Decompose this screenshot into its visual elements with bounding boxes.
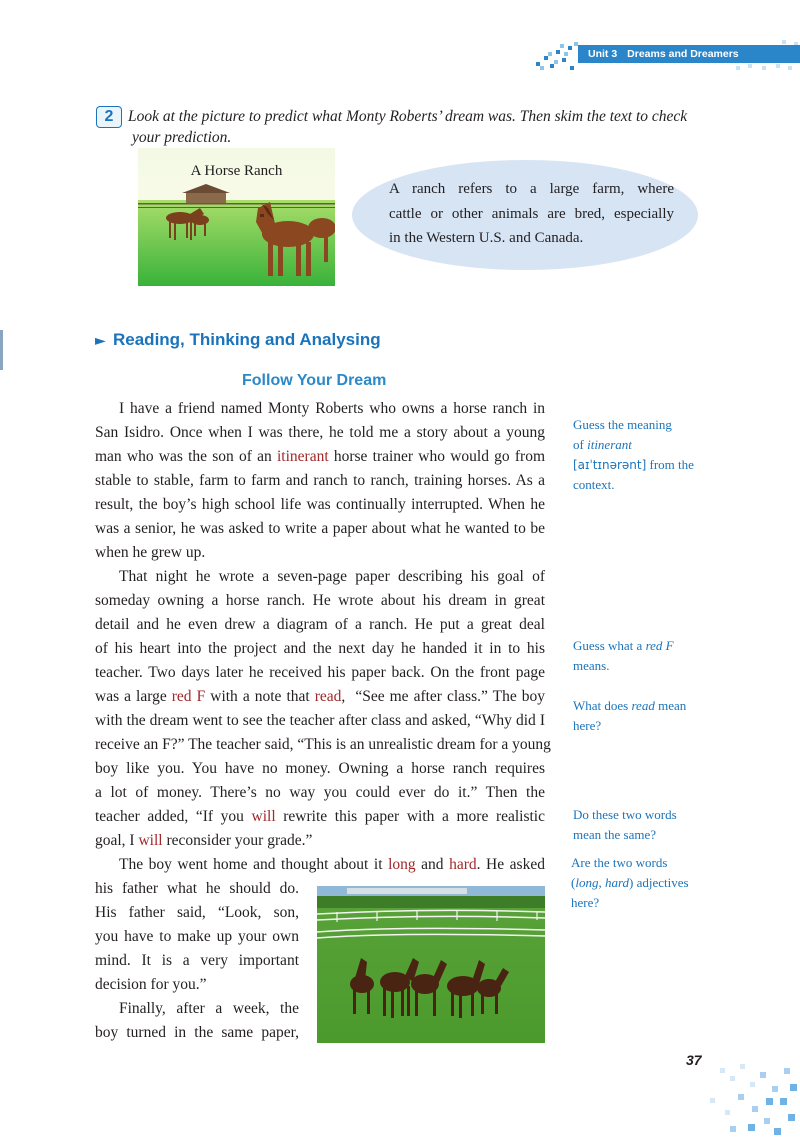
text-run: from the (646, 457, 694, 472)
section-arrow-icon: ► (95, 333, 106, 349)
text-run: teacher added, “If you (95, 808, 252, 825)
body-line: receive an F?” The teacher said, “This is an unrealistic dream for a young (95, 736, 551, 753)
highlight-itinerant: itinerant (276, 448, 329, 465)
phonetic: [aɪˈtɪnərənt] (573, 458, 647, 472)
side-note-will (573, 805, 723, 845)
body-line (95, 687, 545, 707)
body-line: detail and he even drew a diagram of a ranch. He put a great deal (95, 616, 545, 633)
text-run: . He asked (476, 856, 545, 873)
note-term: hard (604, 875, 630, 890)
body-line (95, 807, 545, 827)
note-term: long (575, 875, 599, 890)
body-line: boy turned in the same paper, (95, 1024, 299, 1041)
illustration-label: A Horse Ranch (190, 163, 283, 179)
body-line: with the dream went to see the teacher after class and asked, “Why did I (95, 712, 545, 729)
note-line: here? (571, 895, 600, 910)
text-run: mean (654, 698, 687, 713)
note-line (573, 696, 723, 716)
text-run: rewrite this paper with a more realistic (275, 808, 545, 825)
text-run: , (598, 875, 605, 890)
side-note-itinerant (573, 415, 723, 495)
text-run: goal, I (95, 832, 139, 849)
body-line (95, 831, 545, 851)
note-line (573, 435, 723, 455)
body-line: someday owning a horse ranch. He wrote about his dream in great (95, 592, 545, 609)
highlight-hard: hard (449, 856, 477, 873)
text-run: ( (571, 875, 576, 890)
body-line: you have to make up your own (95, 928, 299, 945)
unit-header-label (578, 45, 800, 63)
text-run: of (573, 437, 588, 452)
body-line: His father said, “Look, son, (95, 904, 299, 921)
body-line: decision for you.” (95, 976, 207, 993)
note-term: read (631, 698, 655, 713)
body-line: mind. It is a very important (95, 952, 299, 969)
body-line: stable to stable, farm to farm and ranch to ranch, training horses. As a (95, 472, 545, 489)
text-run: horse trainer who would go from (328, 448, 546, 465)
body-line: was a senior, he was asked to write a paper about what he wanted to be (95, 520, 545, 537)
task-instruction (128, 106, 718, 148)
text-run: was a large (95, 688, 172, 705)
text-run: Guess what a (573, 638, 646, 653)
highlight-long: long (388, 856, 416, 873)
definition-text (389, 177, 674, 251)
highlight-will: will (251, 808, 276, 825)
body-line: result, the boy’s high school life was continually interrupted. When he (95, 496, 545, 513)
section-title: Reading, Thinking and Analysing (113, 330, 381, 349)
note-line: Are the two words (571, 855, 668, 870)
text-run: with a note that (205, 688, 315, 705)
body-line (119, 855, 545, 875)
note-line: Do these two words (573, 807, 677, 822)
unit-title: Dreams and Dreamers (627, 48, 739, 60)
text-run: reconsider your grade.” (162, 832, 313, 849)
highlight-will: will (138, 832, 163, 849)
highlight-read: read (314, 688, 342, 705)
task-line-2: your prediction. (132, 129, 232, 146)
note-line (571, 873, 721, 893)
body-line: a lot of money. There’s no way you could ever do it.” Then the (95, 784, 545, 801)
note-line (573, 636, 723, 656)
body-line: That night he wrote a seven-page paper describing his goal of (119, 568, 545, 585)
footer-pixel-pattern (700, 1058, 800, 1138)
note-term: red F (645, 638, 674, 653)
margin-mark (0, 330, 3, 370)
body-line: his father what he should do. (95, 880, 299, 897)
body-line: when he grew up. (95, 544, 206, 561)
text-run: ) adjectives (629, 875, 689, 890)
page-number: 37 (686, 1052, 702, 1068)
highlight-red-f: red F (171, 688, 206, 705)
text-run: The boy went home and thought about it (119, 856, 389, 873)
body-line: of his heart into the project and the next day he handed it in to his (95, 640, 545, 657)
definition-line-1: A ranch refers to a large farm, where (389, 181, 674, 197)
note-line (573, 455, 723, 475)
definition-line-3: in the Western U.S. and Canada. (389, 230, 584, 246)
unit-number: Unit 3 (588, 48, 618, 60)
body-line (95, 447, 545, 467)
text-run: and (415, 856, 450, 873)
task-number-badge: 2 (96, 106, 122, 128)
body-line: Finally, after a week, the (119, 1000, 299, 1017)
side-note-read (573, 696, 723, 736)
text-run: , “See me after class.” The boy (341, 688, 545, 705)
note-line: context. (573, 477, 615, 492)
body-line: boy like you. You have no money. Owning a horse ranch requires (95, 760, 545, 777)
body-line: teacher. Two days later he received his paper back. On the front page (95, 664, 545, 681)
body-line: I have a friend named Monty Roberts who owns a horse ranch in (119, 400, 545, 417)
text-run: What does (573, 698, 632, 713)
note-line: means. (573, 658, 610, 673)
note-line: mean the same? (573, 827, 657, 842)
definition-line-2: cattle or other animals are bred, especially (389, 205, 674, 222)
note-line: Guess the meaning (573, 417, 672, 432)
task-line-1: Look at the picture to predict what Monty Roberts’ dream was. Then skim the text to check (128, 108, 688, 125)
horses-photo (317, 886, 545, 1043)
side-note-long-hard (571, 853, 721, 913)
text-run: man who was the son of an (95, 448, 277, 465)
body-line: San Isidro. Once when I was there, he told me a story about a young (95, 424, 545, 441)
note-line: here? (573, 718, 602, 733)
note-term: itinerant (587, 437, 632, 452)
reading-title: Follow Your Dream (242, 372, 387, 389)
side-note-red-f (573, 636, 723, 676)
